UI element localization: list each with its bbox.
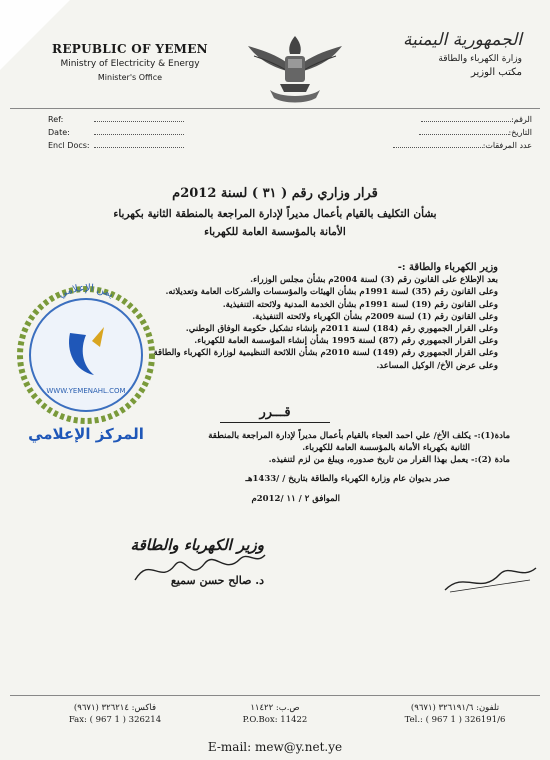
arabic-letterhead <box>352 30 522 78</box>
footer-email: E-mail: mew@y.net.ye <box>207 740 343 754</box>
tel-en: Tel.: ( 967 1 ) 326191/6 <box>404 715 506 725</box>
reference-fields-ar <box>393 113 532 152</box>
fax-en: Fax: ( 967 1 ) 326214 <box>68 715 162 725</box>
eagle-emblem-icon <box>240 28 350 108</box>
decision-heading <box>220 405 330 423</box>
english-letterhead <box>40 42 220 82</box>
ref-label: Ref: <box>48 115 64 124</box>
secondary-signature-icon <box>440 560 540 600</box>
issued-at-line: صدر بديوان عام وزارة الكهرباء والطاقة بتاريخ / /1433هـ <box>245 473 450 484</box>
fax-ar: فاكس: ٣٢٦٢١٤ (٩٦٧١) <box>73 703 157 713</box>
date-label-ar: التاريخ: <box>508 128 532 137</box>
signatory-name: د. صالح حسن سميع <box>170 574 264 587</box>
footer-tel <box>370 702 540 726</box>
decree-subject-line-2: الأمانة بالمؤسسة العامة للكهرباء <box>204 226 346 238</box>
preamble-line: وعلى القانون رقم (1) لسنة 2009م بشأن الكهرباء ولائحته التنفيذية. <box>252 311 498 322</box>
country-name-en: REPUBLIC OF YEMEN <box>52 42 208 56</box>
reference-fields-en <box>48 113 184 152</box>
enclosures-label: Encl Docs: <box>48 141 90 150</box>
preamble-line: وعلى القرار الجمهوري رقم (149) لسنة 2010م بشأن اللائحة التنظيمية لوزارة الكهرباء والطاقة. <box>150 348 498 359</box>
preamble-line: وعلى القانون رقم (19) لسنة 1991م بشأن الخدمة المدنية ولائحته التنفيذية. <box>222 299 498 310</box>
preamble-line: وعلى عرض الأخ/ الوكيل المساعد. <box>376 360 498 371</box>
handwritten-signature-icon <box>130 545 270 595</box>
media-center-stamp <box>6 255 166 455</box>
article-1: مادة(1):- يكلف الأخ/ علي احمد العجاء بالقيام بأعمال مديراً لإدارة المراجعة بالمنطقة <box>208 431 510 441</box>
tel-ar: تلفون: ٣٢٦١٩١/٦ (٩٦٧١) <box>410 703 500 713</box>
header-divider <box>10 108 540 109</box>
ministry-name-ar: وزارة الكهرباء والطاقة <box>438 54 522 64</box>
preamble-line: بعد الإطلاع على القانون رقم (3) لسنة 2004م بشأن مجلس الوزراء. <box>250 275 498 286</box>
office-name-ar: مكتب الوزير <box>470 67 522 78</box>
footer-fax <box>40 702 190 726</box>
footer-divider <box>10 695 540 696</box>
signatory-title: وزير الكهرباء والطاقة <box>130 536 264 554</box>
footer-pobox <box>210 702 340 726</box>
pobox-en: P.O.Box: 11422 <box>242 715 308 725</box>
issuer-line: وزير الكهرباء والطاقة :- <box>397 262 498 273</box>
office-name-en: Minister's Office <box>97 73 163 82</box>
preamble-line: وعلى القانون رقم (35) لسنة 1991م بشأن الهيئات والمؤسسات والشركات العامة وتعديلاته. <box>165 287 498 298</box>
decision-heading-text: قـــرر <box>259 405 291 420</box>
ref-label-ar: الرقم: <box>511 115 532 124</box>
pobox-ar: ص.ب: ١١٤٢٢ <box>250 703 300 713</box>
stamp-top-text: يمن الإعلامي <box>56 282 116 301</box>
article-1-continued: الثانية بكهرباء الأمانة بالمؤسسة العامة للكهرباء. <box>302 443 470 454</box>
corresponding-date: الموافق ٢ / ١١ /2012م <box>251 493 340 504</box>
preamble-line: وعلى القرار الجمهوري رقم (184) لسنة 2011م بإنشاء تشكيل حكومة الوفاق الوطني. <box>185 324 498 335</box>
country-name-ar: الجمهورية اليمنية <box>402 30 522 50</box>
ministry-name-en: Ministry of Electricity & Energy <box>60 59 200 69</box>
date-label: Date: <box>48 128 70 137</box>
article-2: مادة (2):- يعمل بهذا القرار من تاريخ صدوره، ويبلغ من لزم لتنفيذه. <box>268 455 510 466</box>
decree-title: قرار وزاري رقم ( ٣١ ) لسنة 2012م <box>172 186 378 201</box>
decree-subject-line-1: بشأن التكليف بالقيام بأعمال مديراً لإدارة المراجعة بالمنطقة الثانية بكهرباء <box>113 208 437 220</box>
stamp-url: WWW.YEMENAHL.COM <box>46 387 126 395</box>
enclosures-label-ar: عدد المرفقات: <box>482 141 532 150</box>
preamble-line: وعلى القرار الجمهوري رقم (87) لسنة 1995 بشأن إنشاء المؤسسة العامة للكهرباء. <box>194 336 498 347</box>
stamp-bottom-text: المركز الإعلامي <box>28 425 144 443</box>
svg-text:يمن الإعلامي <box>57 283 116 301</box>
